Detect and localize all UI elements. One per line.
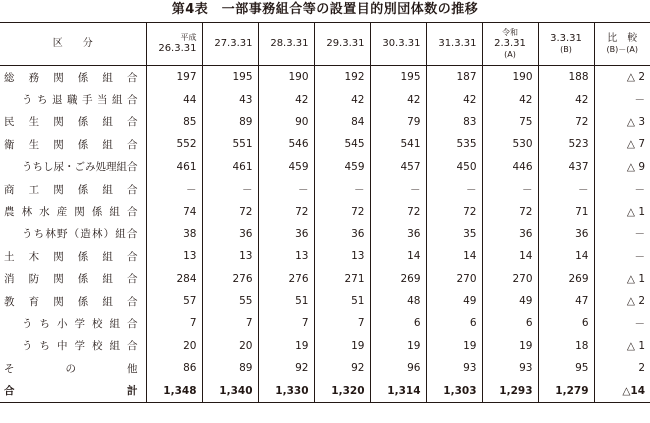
header-col-1: 平成 26.3.31 <box>146 23 202 66</box>
cell-value: 1,314 <box>370 379 426 402</box>
row-label-text: 土 木 関 係 組 合 <box>4 250 138 263</box>
row-label <box>0 312 146 334</box>
cell-value: 7 <box>314 312 370 334</box>
row-label <box>0 66 146 89</box>
cell-value: 459 <box>258 156 314 178</box>
cell-value: 36 <box>258 223 314 245</box>
cell-value: － <box>314 178 370 200</box>
cell-value: 545 <box>314 133 370 155</box>
cell-value: 83 <box>426 111 482 133</box>
cell-value: 552 <box>146 133 202 155</box>
statistics-table <box>0 22 650 403</box>
table-row <box>0 223 650 245</box>
header-col-5: 30.3.31 <box>370 23 426 66</box>
cell-value: 195 <box>370 66 426 89</box>
cell-value: 450 <box>426 156 482 178</box>
table-row <box>0 290 650 312</box>
row-label-text: 農 林 水 産 関 係 組 合 <box>4 206 138 219</box>
cell-value: 1,279 <box>538 379 594 402</box>
cell-value: － <box>258 178 314 200</box>
row-label <box>0 200 146 222</box>
cell-value: 72 <box>258 200 314 222</box>
cell-diff: △ 7 <box>594 133 650 155</box>
cell-value: 1,320 <box>314 379 370 402</box>
cell-value: 1,293 <box>482 379 538 402</box>
cell-value: 93 <box>426 357 482 379</box>
cell-value: 535 <box>426 133 482 155</box>
cell-value: 89 <box>202 111 258 133</box>
cell-diff: － <box>594 223 650 245</box>
table-row <box>0 178 650 200</box>
cell-value: 36 <box>538 223 594 245</box>
cell-value: 7 <box>202 312 258 334</box>
cell-value: 43 <box>202 88 258 110</box>
cell-value: 36 <box>482 223 538 245</box>
row-label-text: 消 防 関 係 組 合 <box>4 273 138 286</box>
cell-value: 49 <box>482 290 538 312</box>
cell-value: 1,303 <box>426 379 482 402</box>
table-body <box>0 66 650 403</box>
row-label <box>0 357 146 379</box>
cell-value: 14 <box>370 245 426 267</box>
cell-value: 457 <box>370 156 426 178</box>
cell-value: 13 <box>314 245 370 267</box>
cell-value: 269 <box>538 268 594 290</box>
table-row <box>0 335 650 357</box>
cell-value: 20 <box>146 335 202 357</box>
header-col-7: 令和 2.3.31 (A) <box>482 23 538 66</box>
cell-value: 51 <box>258 290 314 312</box>
cell-value: 1,330 <box>258 379 314 402</box>
cell-value: 85 <box>146 111 202 133</box>
table-row <box>0 111 650 133</box>
cell-value: 79 <box>370 111 426 133</box>
cell-diff: △ 2 <box>594 66 650 89</box>
cell-diff: △ 1 <box>594 268 650 290</box>
table-row <box>0 133 650 155</box>
cell-diff: － <box>594 178 650 200</box>
cell-value: 6 <box>426 312 482 334</box>
row-label <box>0 379 146 402</box>
cell-diff: △14 <box>594 379 650 402</box>
header-category: 区 分 <box>0 23 146 66</box>
cell-value: 6 <box>482 312 538 334</box>
cell-value: 72 <box>314 200 370 222</box>
cell-value: 51 <box>314 290 370 312</box>
cell-value: 13 <box>146 245 202 267</box>
cell-value: 13 <box>202 245 258 267</box>
table-row <box>0 88 650 110</box>
cell-value: 95 <box>538 357 594 379</box>
row-label-text: う ち 小 学 校 組 合 <box>22 317 138 330</box>
row-label <box>0 223 146 245</box>
cell-value: 36 <box>314 223 370 245</box>
cell-value: 19 <box>370 335 426 357</box>
cell-value: 269 <box>370 268 426 290</box>
cell-value: 74 <box>146 200 202 222</box>
cell-value: 96 <box>370 357 426 379</box>
header-col-3: 28.3.31 <box>258 23 314 66</box>
cell-value: 190 <box>258 66 314 89</box>
cell-value: 19 <box>482 335 538 357</box>
cell-value: 437 <box>538 156 594 178</box>
table-row <box>0 156 650 178</box>
row-label-text: 教 育 関 係 組 合 <box>4 295 138 308</box>
cell-diff: △ 2 <box>594 290 650 312</box>
cell-value: 42 <box>370 88 426 110</box>
row-label <box>0 245 146 267</box>
cell-value: 36 <box>370 223 426 245</box>
cell-value: 461 <box>146 156 202 178</box>
cell-value: 6 <box>538 312 594 334</box>
cell-value: 14 <box>482 245 538 267</box>
row-label-text: 衛 生 関 係 組 合 <box>4 138 138 151</box>
cell-value: 13 <box>258 245 314 267</box>
row-label <box>0 88 146 110</box>
cell-value: 55 <box>202 290 258 312</box>
cell-value: 42 <box>482 88 538 110</box>
table-row <box>0 379 650 402</box>
header-col-6: 31.3.31 <box>426 23 482 66</box>
header-col-4: 29.3.31 <box>314 23 370 66</box>
cell-value: 187 <box>426 66 482 89</box>
cell-value: － <box>370 178 426 200</box>
cell-value: 195 <box>202 66 258 89</box>
cell-value: 86 <box>146 357 202 379</box>
header-diff: 比 較 (B)－(A) <box>594 23 650 66</box>
cell-value: 6 <box>370 312 426 334</box>
row-label <box>0 290 146 312</box>
header-col-8: 3.3.31 (B) <box>538 23 594 66</box>
cell-value: 523 <box>538 133 594 155</box>
cell-value: 75 <box>482 111 538 133</box>
cell-value: 42 <box>426 88 482 110</box>
cell-value: 84 <box>314 111 370 133</box>
cell-value: 36 <box>202 223 258 245</box>
cell-value: 42 <box>538 88 594 110</box>
row-label <box>0 156 146 178</box>
cell-value: 42 <box>258 88 314 110</box>
cell-value: 530 <box>482 133 538 155</box>
cell-value: 271 <box>314 268 370 290</box>
row-label-text: う ち 退 職 手 当 組 合 <box>22 94 138 107</box>
row-label <box>0 178 146 200</box>
cell-value: － <box>538 178 594 200</box>
cell-value: 7 <box>258 312 314 334</box>
row-label-text: う ち 林 野 （ 造 林 ） 組 合 <box>22 228 138 241</box>
row-label-text: う ち し 尿 ・ ご み 処 理 組 合 <box>22 161 138 174</box>
cell-value: 1,348 <box>146 379 202 402</box>
cell-value: 276 <box>258 268 314 290</box>
cell-value: 197 <box>146 66 202 89</box>
cell-value: 93 <box>482 357 538 379</box>
cell-value: 190 <box>482 66 538 89</box>
header-col-2: 27.3.31 <box>202 23 258 66</box>
cell-value: 14 <box>538 245 594 267</box>
cell-value: 19 <box>426 335 482 357</box>
cell-value: 446 <box>482 156 538 178</box>
table-row <box>0 268 650 290</box>
cell-value: 459 <box>314 156 370 178</box>
row-label <box>0 268 146 290</box>
row-label <box>0 111 146 133</box>
cell-value: 192 <box>314 66 370 89</box>
cell-value: － <box>426 178 482 200</box>
header-row <box>0 23 650 66</box>
cell-value: － <box>202 178 258 200</box>
cell-value: 57 <box>146 290 202 312</box>
cell-value: 49 <box>426 290 482 312</box>
cell-value: 72 <box>482 200 538 222</box>
cell-value: 7 <box>146 312 202 334</box>
cell-value: 270 <box>482 268 538 290</box>
cell-value: 47 <box>538 290 594 312</box>
cell-value: 71 <box>538 200 594 222</box>
table-row <box>0 357 650 379</box>
row-label-text: そ の 他 <box>4 362 138 375</box>
cell-value: － <box>482 178 538 200</box>
cell-value: 284 <box>146 268 202 290</box>
cell-value: 270 <box>426 268 482 290</box>
cell-value: 44 <box>146 88 202 110</box>
cell-diff: △ 3 <box>594 111 650 133</box>
cell-value: 72 <box>202 200 258 222</box>
cell-value: 42 <box>314 88 370 110</box>
table-row <box>0 200 650 222</box>
table-row <box>0 312 650 334</box>
row-label <box>0 335 146 357</box>
row-label-text: 総 務 関 係 組 合 <box>4 71 138 84</box>
cell-value: 19 <box>258 335 314 357</box>
row-label-text: 民 生 関 係 組 合 <box>4 116 138 129</box>
cell-value: 188 <box>538 66 594 89</box>
cell-value: 546 <box>258 133 314 155</box>
cell-value: 19 <box>314 335 370 357</box>
cell-value: 20 <box>202 335 258 357</box>
cell-value: 90 <box>258 111 314 133</box>
row-label <box>0 133 146 155</box>
cell-value: 541 <box>370 133 426 155</box>
cell-value: 72 <box>426 200 482 222</box>
cell-value: 14 <box>426 245 482 267</box>
cell-value: 551 <box>202 133 258 155</box>
cell-value: 92 <box>258 357 314 379</box>
cell-diff: － <box>594 312 650 334</box>
cell-value: 38 <box>146 223 202 245</box>
table-title: 第4表 一部事務組合等の設置目的別団体数の推移 <box>171 2 479 17</box>
cell-value: 276 <box>202 268 258 290</box>
cell-value: 18 <box>538 335 594 357</box>
row-label-text: 合 計 <box>4 385 138 398</box>
cell-diff: － <box>594 88 650 110</box>
cell-diff: － <box>594 245 650 267</box>
cell-value: 89 <box>202 357 258 379</box>
row-label-text: 商 工 関 係 組 合 <box>4 183 138 196</box>
cell-diff: 2 <box>594 357 650 379</box>
table-row <box>0 245 650 267</box>
cell-value: 72 <box>538 111 594 133</box>
cell-value: 72 <box>370 200 426 222</box>
cell-value: 92 <box>314 357 370 379</box>
cell-value: 1,340 <box>202 379 258 402</box>
table-row <box>0 66 650 89</box>
cell-value: 461 <box>202 156 258 178</box>
cell-diff: △ 1 <box>594 200 650 222</box>
cell-diff: △ 1 <box>594 335 650 357</box>
cell-value: 35 <box>426 223 482 245</box>
cell-diff: △ 9 <box>594 156 650 178</box>
row-label-text: う ち 中 学 校 組 合 <box>22 340 138 353</box>
cell-value: 48 <box>370 290 426 312</box>
cell-value: － <box>146 178 202 200</box>
